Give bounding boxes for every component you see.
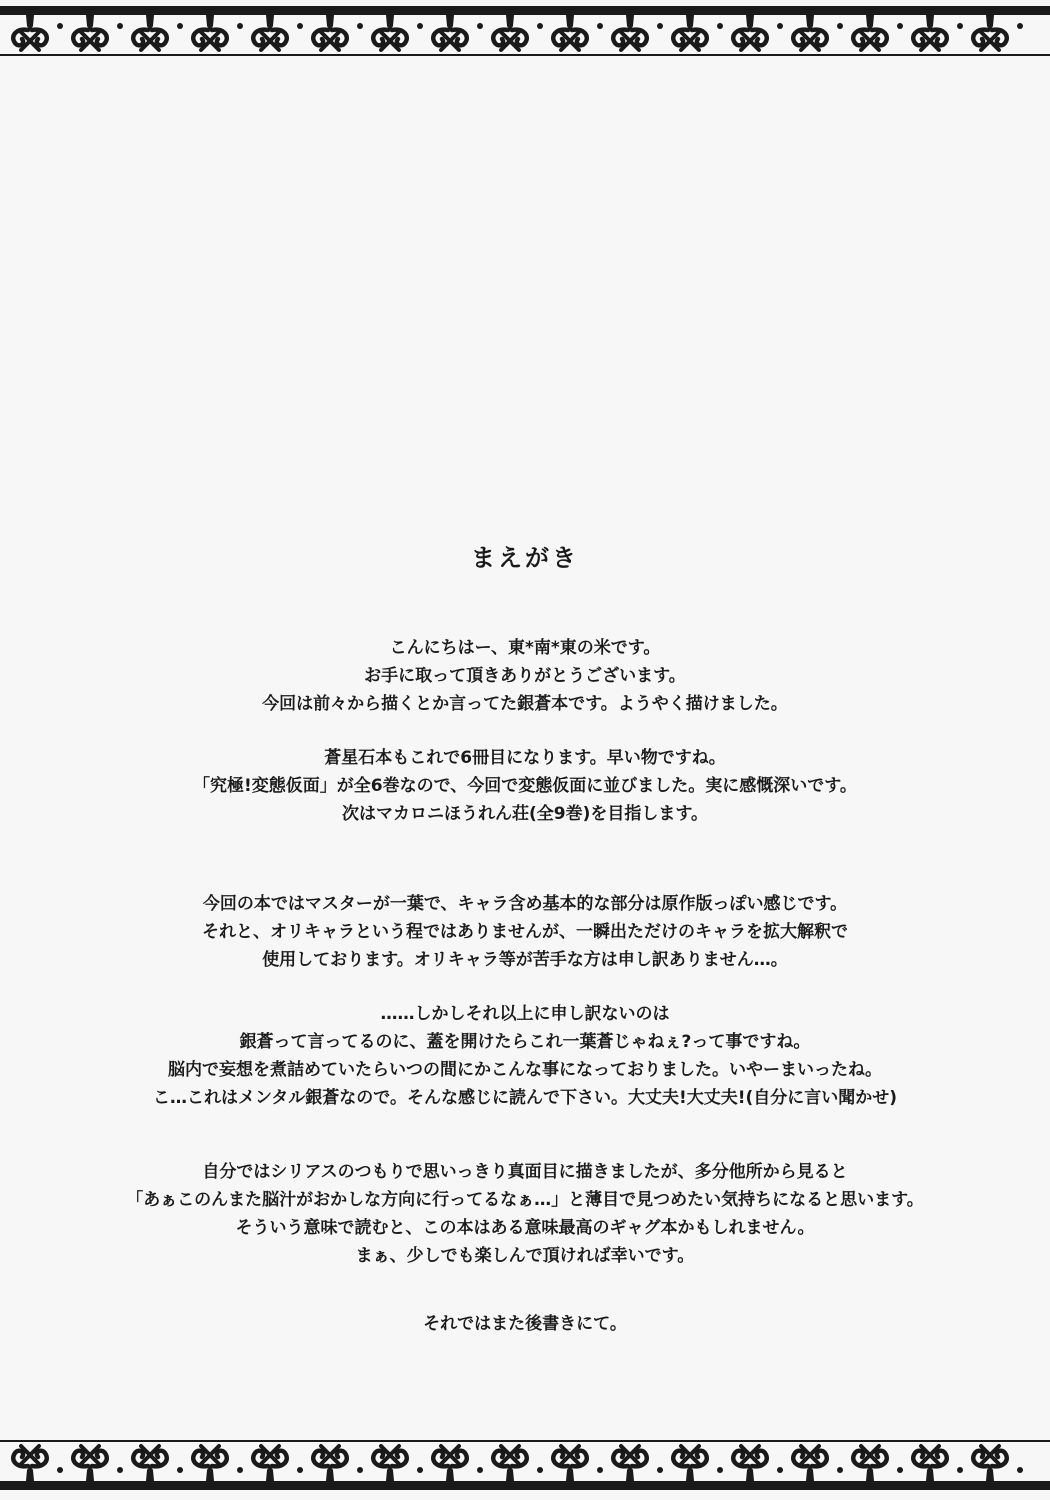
text-line: まぁ、少しでも楽しんで頂ければ幸いです。	[355, 1246, 695, 1266]
paragraph-greeting	[0, 634, 1050, 718]
top-ornamental-border	[0, 4, 1050, 60]
text-line: 使用しております。オリキャラ等が苦手な方は申し訳ありません…。	[262, 950, 788, 970]
ornament-border-icon	[0, 1436, 1050, 1492]
text-line: 脳内で妄想を煮詰めていたらいつの間にかこんな事になっておりました。いやーまいったね。	[168, 1060, 882, 1080]
paragraph-characters	[0, 890, 1050, 974]
text-line: 「あぁこのんまた脳汁がおかしな方向に行ってるなぁ…」と薄目で見つめたい気持ちになると思います。	[126, 1190, 924, 1210]
paragraph-series	[0, 744, 1050, 828]
text-line: こ…これはメンタル銀蒼なので。そんな感じに読んで下さい。大丈夫!大丈夫!(自分に言い聞かせ)	[152, 1088, 898, 1108]
text-line: 蒼星石本もこれで6冊目になります。早い物ですね。	[324, 748, 726, 768]
text-line: こんにちはー、東*南*東の米です。	[389, 638, 661, 658]
text-line: 銀蒼って言ってるのに、蓋を開けたらこれ一葉蒼じゃねぇ?って事ですね。	[239, 1032, 811, 1052]
paragraph-serious	[0, 1158, 1050, 1270]
paragraph-closing	[0, 1310, 1050, 1338]
paragraph-apology	[0, 1000, 1050, 1112]
text-line: それではまた後書きにて。	[423, 1314, 627, 1334]
bottom-ornamental-border	[0, 1436, 1050, 1492]
text-line: 自分ではシリアスのつもりで思いっきり真面目に描きましたが、多分他所から見ると	[202, 1162, 848, 1182]
page-title: まえがき	[471, 544, 579, 572]
text-line: 次はマカロニほうれん荘(全9巻)を目指します。	[341, 804, 708, 824]
text-line: それと、オリキャラという程ではありませんが、一瞬出ただけのキャラを拡大解釈で	[202, 922, 848, 942]
text-line: ……しかしそれ以上に申し訳ないのは	[380, 1004, 670, 1024]
text-line: 「究極!変態仮面」が全6巻なので、今回で変態仮面に並びました。実に感慨深いです。	[193, 776, 857, 796]
preface-content	[0, 538, 1050, 1338]
ornament-border-icon	[0, 4, 1050, 60]
text-line: 今回は前々から描くとか言ってた銀蒼本です。ようやく描けました。	[262, 694, 788, 714]
text-line: 今回の本ではマスターが一葉で、キャラ含め基本的な部分は原作版っぽい感じです。	[202, 894, 848, 914]
text-line: お手に取って頂きありがとうございます。	[364, 666, 686, 686]
text-line: そういう意味で読むと、この本はある意味最高のギャグ本かもしれません。	[235, 1218, 815, 1238]
